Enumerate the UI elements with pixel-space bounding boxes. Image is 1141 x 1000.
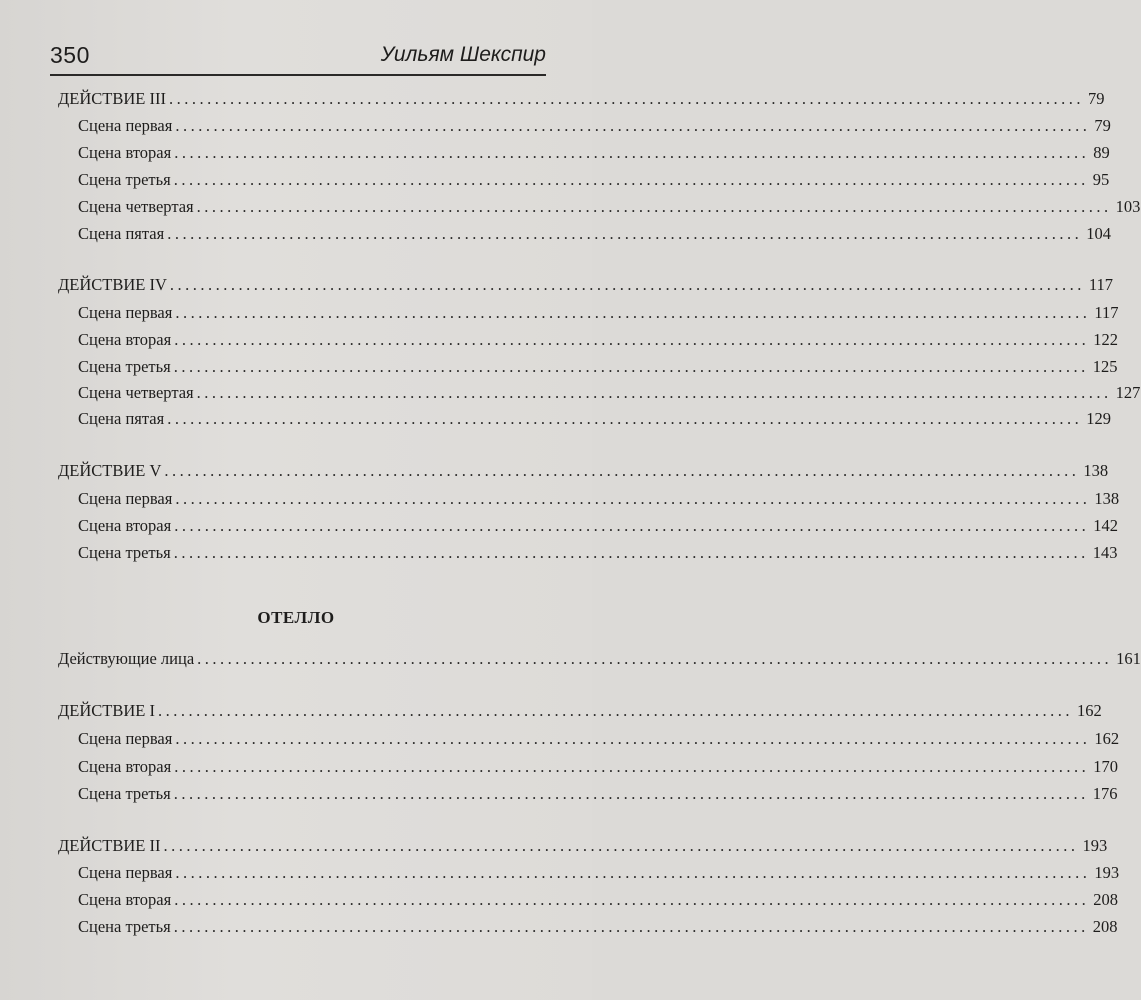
toc-entry-scene[interactable] — [78, 916, 1118, 938]
toc-entry-act-4[interactable] — [58, 274, 1114, 296]
toc-entry-scene[interactable] — [78, 329, 1118, 351]
toc-entry-label: Сцена третья — [78, 917, 171, 936]
toc-entry-label: Сцена первая — [78, 489, 173, 508]
toc-entry-label: Сцена третья — [78, 543, 171, 562]
toc-entry-label: Сцена третья — [78, 784, 171, 803]
dot-leader: ........................................................................................................................ — [173, 357, 1089, 376]
toc-entry-page: 162 — [1094, 729, 1120, 748]
toc-entry-label: Сцена пятая — [78, 409, 165, 428]
toc-entry-page: 170 — [1093, 757, 1118, 776]
dot-leader: ........................................................................................................................ — [157, 701, 1073, 720]
toc-entry-scene[interactable] — [78, 382, 1141, 404]
dot-leader: ........................................................................................................................ — [175, 116, 1091, 135]
dot-leader: ........................................................................................................................ — [174, 330, 1090, 349]
running-title: Уильям Шекспир — [380, 43, 546, 66]
toc-entry-page: 103 — [1115, 197, 1141, 216]
toc-entry-page: 176 — [1092, 784, 1118, 803]
toc-entry-page: 117 — [1088, 275, 1114, 294]
toc-entry-characters[interactable] — [58, 648, 1141, 670]
toc-entry-page: 208 — [1092, 917, 1118, 936]
toc-entry-label: Действующие лица — [58, 649, 195, 668]
toc-entry-label: Сцена вторая — [78, 757, 172, 776]
dot-leader: ........................................................................................................................ — [175, 863, 1091, 882]
toc-entry-page: 162 — [1076, 701, 1102, 720]
toc-entry-scene[interactable] — [78, 223, 1111, 245]
toc-entry-scene[interactable] — [78, 302, 1119, 324]
toc-entry-page: 104 — [1086, 224, 1111, 243]
toc-entry-act-3[interactable] — [58, 88, 1105, 110]
toc-entry-act-5[interactable] — [58, 460, 1109, 482]
toc-entry-page: 142 — [1093, 516, 1118, 535]
toc-entry-scene[interactable] — [78, 196, 1141, 218]
toc-entry-page: 208 — [1093, 890, 1118, 909]
toc-entry-label: Сцена первая — [78, 303, 173, 322]
toc-entry-page: 122 — [1093, 330, 1118, 349]
toc-entry-scene[interactable] — [78, 408, 1111, 430]
toc-entry-label: ДЕЙСТВИЕ I — [58, 701, 155, 720]
dot-leader: ........................................................................................................................ — [173, 784, 1089, 803]
toc-entry-label: Сцена вторая — [78, 330, 172, 349]
toc-entry-label: Сцена вторая — [78, 516, 172, 535]
toc-entry-scene[interactable] — [78, 862, 1120, 884]
toc-entry-page: 127 — [1115, 383, 1141, 402]
toc-entry-scene[interactable] — [78, 115, 1111, 137]
toc-entry-scene[interactable] — [78, 542, 1118, 564]
dot-leader: ........................................................................................................................ — [197, 649, 1113, 668]
toc-entry-label: Сцена вторая — [78, 143, 172, 162]
dot-leader: ........................................................................................................................ — [174, 890, 1090, 909]
dot-leader: ........................................................................................................................ — [163, 836, 1079, 855]
toc-entry-label: Сцена пятая — [78, 224, 165, 243]
toc-entry-act-1[interactable] — [58, 700, 1102, 722]
toc-entry-page: 117 — [1094, 303, 1119, 322]
toc-entry-scene[interactable] — [78, 515, 1118, 537]
toc-entry-label: Сцена четвертая — [78, 197, 194, 216]
toc-entry-label: ДЕЙСТВИЕ IV — [58, 275, 167, 294]
dot-leader: ........................................................................................................................ — [167, 224, 1083, 243]
dot-leader: ........................................................................................................................ — [174, 757, 1090, 776]
toc-entry-label: Сцена третья — [78, 357, 171, 376]
toc-entry-scene[interactable] — [78, 169, 1110, 191]
toc-entry-label: ДЕЙСТВИЕ V — [58, 461, 162, 480]
dot-leader: ........................................................................................................................ — [173, 543, 1089, 562]
toc-entry-scene[interactable] — [78, 142, 1110, 164]
toc-entry-scene[interactable] — [78, 889, 1118, 911]
toc-entry-scene[interactable] — [78, 488, 1120, 510]
toc-entry-label: Сцена четвертая — [78, 383, 194, 402]
toc-entry-label: Сцена вторая — [78, 890, 172, 909]
dot-leader: ........................................................................................................................ — [175, 489, 1091, 508]
toc-entry-page: 138 — [1083, 461, 1109, 480]
toc-entry-page: 125 — [1092, 357, 1118, 376]
dot-leader: ........................................................................................................................ — [196, 383, 1112, 402]
play-title: ОТЕЛЛО — [257, 608, 335, 627]
toc-entry-label: ДЕЙСТВИЕ II — [58, 836, 161, 855]
toc-entry-page: 79 — [1087, 89, 1105, 108]
dot-leader: ........................................................................................................................ — [175, 303, 1091, 322]
dot-leader: ........................................................................................................................ — [174, 516, 1090, 535]
toc-entry-page: 89 — [1093, 143, 1110, 162]
toc-entry-page: 161 — [1116, 649, 1141, 668]
dot-leader: ........................................................................................................................ — [173, 170, 1089, 189]
dot-leader: ........................................................................................................................ — [175, 729, 1091, 748]
toc-entry-act-2[interactable] — [58, 835, 1108, 857]
toc-entry-label: Сцена третья — [78, 170, 171, 189]
toc-entry-label: Сцена первая — [78, 116, 173, 135]
toc-entry-scene[interactable] — [78, 356, 1118, 378]
toc-entry-label: Сцена первая — [78, 729, 173, 748]
dot-leader: ........................................................................................................................ — [169, 275, 1085, 294]
toc-entry-page: 193 — [1094, 863, 1120, 882]
dot-leader: ........................................................................................................................ — [173, 917, 1089, 936]
toc-entry-label: ДЕЙСТВИЕ III — [58, 89, 166, 108]
toc-entry-page: 95 — [1092, 170, 1110, 189]
dot-leader: ........................................................................................................................ — [167, 409, 1083, 428]
toc-entry-scene[interactable] — [78, 783, 1118, 805]
toc-entry-page: 129 — [1086, 409, 1111, 428]
toc-entry-page: 143 — [1092, 543, 1118, 562]
dot-leader: ........................................................................................................................ — [168, 89, 1084, 108]
toc-entry-page: 193 — [1082, 836, 1108, 855]
toc-entry-page: 138 — [1094, 489, 1120, 508]
toc-entry-scene[interactable] — [78, 756, 1118, 778]
dot-leader: ........................................................................................................................ — [164, 461, 1080, 480]
toc-entry-scene[interactable] — [78, 728, 1120, 750]
dot-leader: ........................................................................................................................ — [174, 143, 1090, 162]
toc-entry-page: 79 — [1094, 116, 1111, 135]
toc-entry-label: Сцена первая — [78, 863, 173, 882]
dot-leader: ........................................................................................................................ — [196, 197, 1112, 216]
page-number: 350 — [50, 42, 90, 68]
